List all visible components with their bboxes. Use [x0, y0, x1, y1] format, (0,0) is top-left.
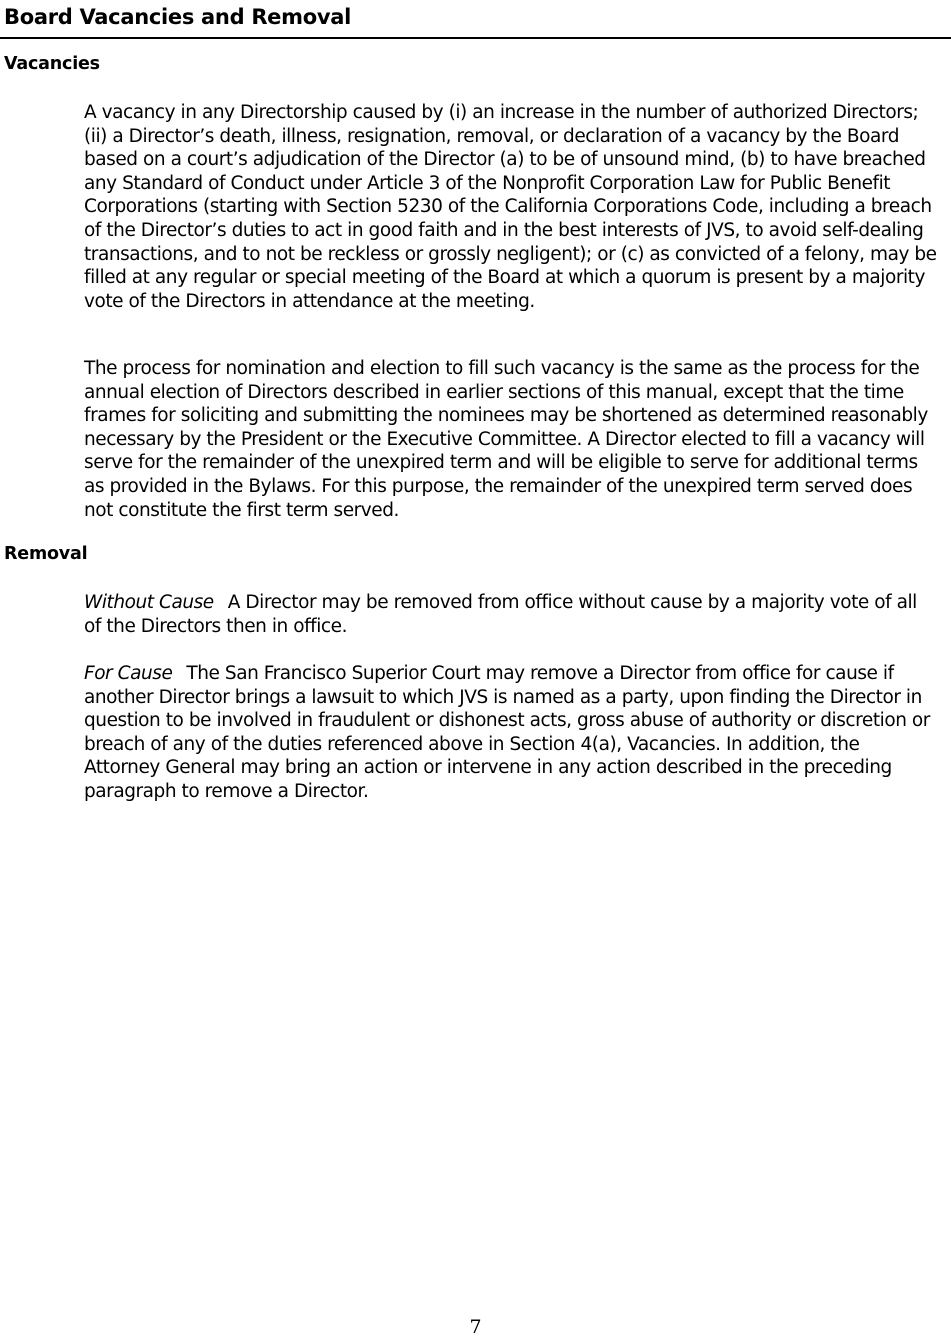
- vacancies-paragraph-2: The process for nomination and election to fill such vacancy is the same as the process for the annual election of Directors described in earlier sections of this manual, except that the time frames for soliciting and submitting the nominees may be shortened as determined reasonably necessary by the President or the Executive Committee. A Director elected to fill a vacancy will serve for the remainder of the unexpired term and will be eligible to serve for additional terms as provided in the Bylaws. For this purpose, the remainder of the unexpired term served does not constitute the first term served.: [84, 358, 928, 521]
- removal-heading: Removal: [4, 544, 88, 564]
- title-divider: [0, 37, 951, 39]
- removal-for-cause-paragraph: [84, 662, 939, 804]
- page-title: Board Vacancies and Removal: [4, 5, 351, 29]
- for-cause-text: The San Francisco Superior Court may remove a Director from office for cause if another Director brings a lawsuit to which JVS is named as a party, upon finding the Director in question to be involved in fraudulent or dishonest acts, gross abuse of authority or discretion or breach of any of the duties referenced above in Section 4(a), Vacancies. In addition, the Attorney General may bring an action or intervene in any action described in the preceding paragraph to remove a Director.: [84, 663, 930, 802]
- page-number: 7: [469, 1316, 482, 1338]
- vacancies-paragraph-1: A vacancy in any Directorship caused by (i) an increase in the number of authorized Directors; (ii) a Director’s death, illness, resignation, removal, or declaration of a vacancy by the Board based on a court’s adjudication of the Director (a) to be of unsound mind, (b) to have breached any Standard of Conduct under Article 3 of the Nonprofit Corporation Law for Public Benefit Corporations (starting with Section 5230 of the California Corporations Code, including a breach of the Director’s duties to act in good faith and in the best interests of JVS, to avoid self-dealing transactions, and to not be reckless or grossly negligent); or (c) as convicted of a felony, may be filled at any regular or special meeting of the Board at which a quorum is present by a majority vote of the Directors in attendance at the meeting.: [84, 102, 937, 312]
- without-cause-text: A Director may be removed from office without cause by a majority vote of all of the Directors then in office.: [84, 592, 917, 637]
- vacancies-heading: Vacancies: [4, 54, 100, 74]
- without-cause-term: Without Cause: [84, 592, 214, 613]
- for-cause-term: For Cause: [84, 663, 173, 684]
- removal-without-cause-paragraph: [84, 591, 939, 638]
